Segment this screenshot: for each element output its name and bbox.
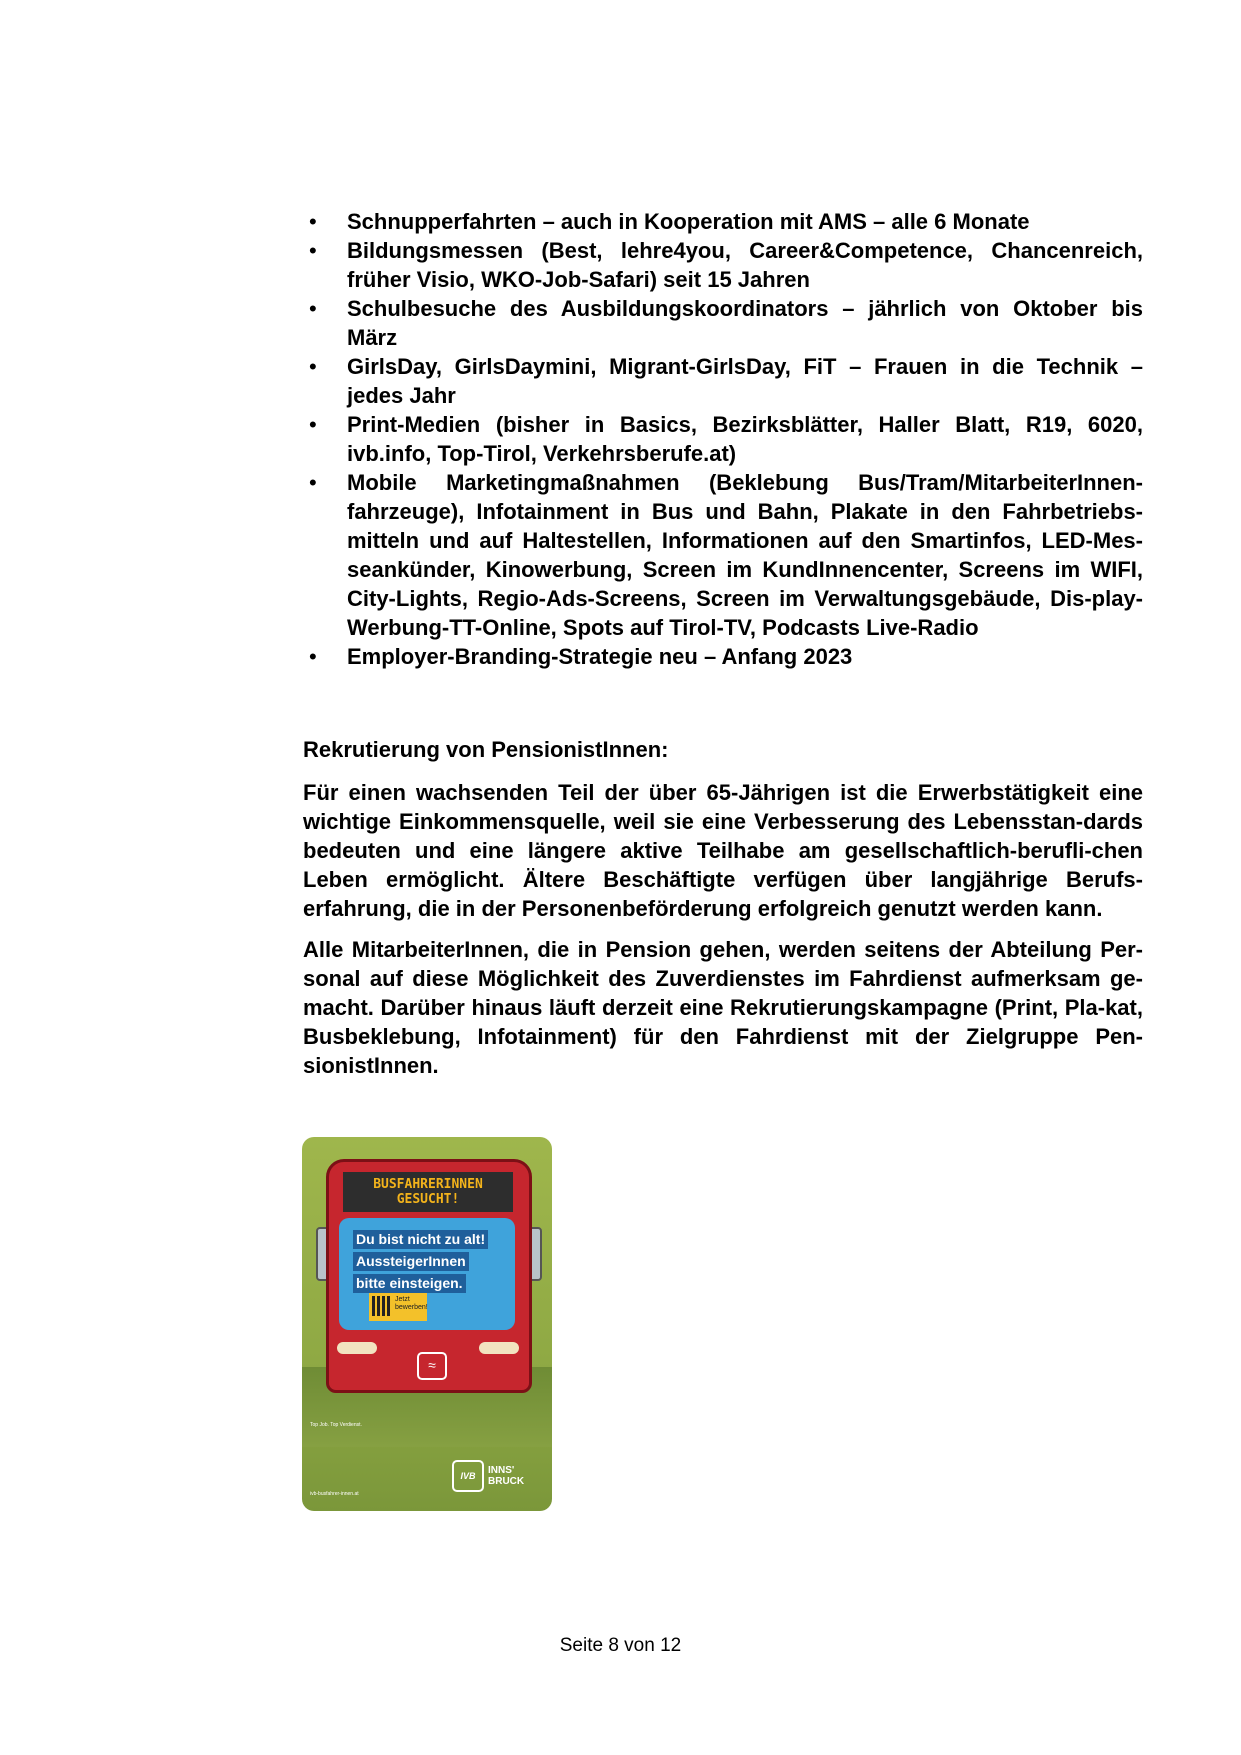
- page-number: Seite 8 von 12: [559, 1635, 682, 1656]
- ivb-logo-icon: ≈: [417, 1352, 447, 1380]
- brand-line: BRUCK: [488, 1476, 525, 1487]
- destination-sign: [343, 1172, 513, 1212]
- measures-list: [303, 207, 1143, 671]
- sign-line: BUSFAHRERINNEN: [373, 1177, 483, 1192]
- windshield-line: AussteigerInnen: [353, 1252, 469, 1271]
- poster-url: ivb-busfahrer-innen.at: [310, 1491, 359, 1497]
- windshield-line: Du bist nicht zu alt!: [353, 1230, 488, 1249]
- paragraph: Für einen wachsenden Teil der über 65-Jährigen ist die Erwerbstätigkeit eine wichtige Einkommensquelle, weil sie eine Verbesserung des Lebensstan-dards bedeuten und eine längere aktive Teilhabe am gesellschaftlich-berufli-chen Leben ermöglicht. Ältere Beschäftigte verfügen über langjährige Berufs-erfahrung, die in der Personenbeförderung erfolgreich genutzt werden kann.: [303, 780, 1143, 921]
- paragraph: Alle MitarbeiterInnen, die in Pension gehen, werden seitens der Abteilung Per-sonal auf diese Möglichkeit des Zuverdienstes im Fahrdienst aufmerksam ge-macht. Darüber hinaus läuft derzeit eine Rekrutierungskampagne (Print, Pla-kat, Busbeklebung, Infotainment) für den Fahrdienst mit der Zielgruppe Pen-sionistInnen.: [303, 937, 1143, 1078]
- bus-illustration: [326, 1159, 532, 1393]
- list-item: • Print-Medien (bisher in Basics, Bezirksblätter, Haller Blatt, R19, 6020, ivb.info, Top-Tirol, Verkehrsberufe.at): [303, 410, 1143, 468]
- windshield-line: bitte einsteigen.: [353, 1274, 466, 1293]
- list-item: • GirlsDay, GirlsDaymini, Migrant-GirlsDay, FiT – Frauen in die Technik – jedes Jahr: [303, 352, 1143, 410]
- list-item: • Mobile Marketingmaßnahmen (Beklebung Bus/Tram/MitarbeiterInnen-fahrzeuge), Infotainment in Bus und Bahn, Plakate in den Fahrbetriebs-mitteln und auf Haltestellen, Informationen auf den Smartinfos, LED-Mes-seankünder, Kinowerbung, Screen im KundInnencenter, Screens im WIFI, City-Lights, Regio-Ads-Screens, Screen im Verwaltungsgebäude, Dis-play-Werbung-TT-Online, Spots auf Tirol-TV, Podcasts Live-Radio: [303, 468, 1143, 642]
- list-item: • Employer-Branding-Strategie neu – Anfang 2023: [303, 642, 1143, 671]
- document-body: [303, 207, 1143, 1092]
- windshield: [339, 1218, 515, 1330]
- innsbruck-logo-text: [488, 1465, 524, 1487]
- list-item: • Bildungsmessen (Best, lehre4you, Career&Competence, Chancenreich, früher Visio, WKO-Job-Safari) seit 15 Jahren: [303, 236, 1143, 294]
- campaign-poster-image: [302, 1137, 552, 1511]
- list-item: • Schnupperfahrten – auch in Kooperation mit AMS – alle 6 Monate: [303, 207, 1143, 236]
- headlight: [337, 1342, 377, 1354]
- brand-line: INNS': [488, 1465, 515, 1476]
- headlight: [479, 1342, 519, 1354]
- section-heading: Rekrutierung von PensionistInnen:: [303, 737, 669, 762]
- windshield-text: [353, 1230, 503, 1296]
- pensioner-section: [303, 735, 1143, 1080]
- qr-code-label: Jetzt bewerben!: [369, 1293, 427, 1321]
- brand-logo: [452, 1460, 524, 1492]
- ivb-logo: IVB: [452, 1460, 484, 1492]
- sign-line: GESUCHT!: [396, 1192, 460, 1207]
- list-item: • Schulbesuche des Ausbildungskoordinators – jährlich von Oktober bis März: [303, 294, 1143, 352]
- poster-small-text: Top Job. Top Verdienst.: [310, 1422, 362, 1428]
